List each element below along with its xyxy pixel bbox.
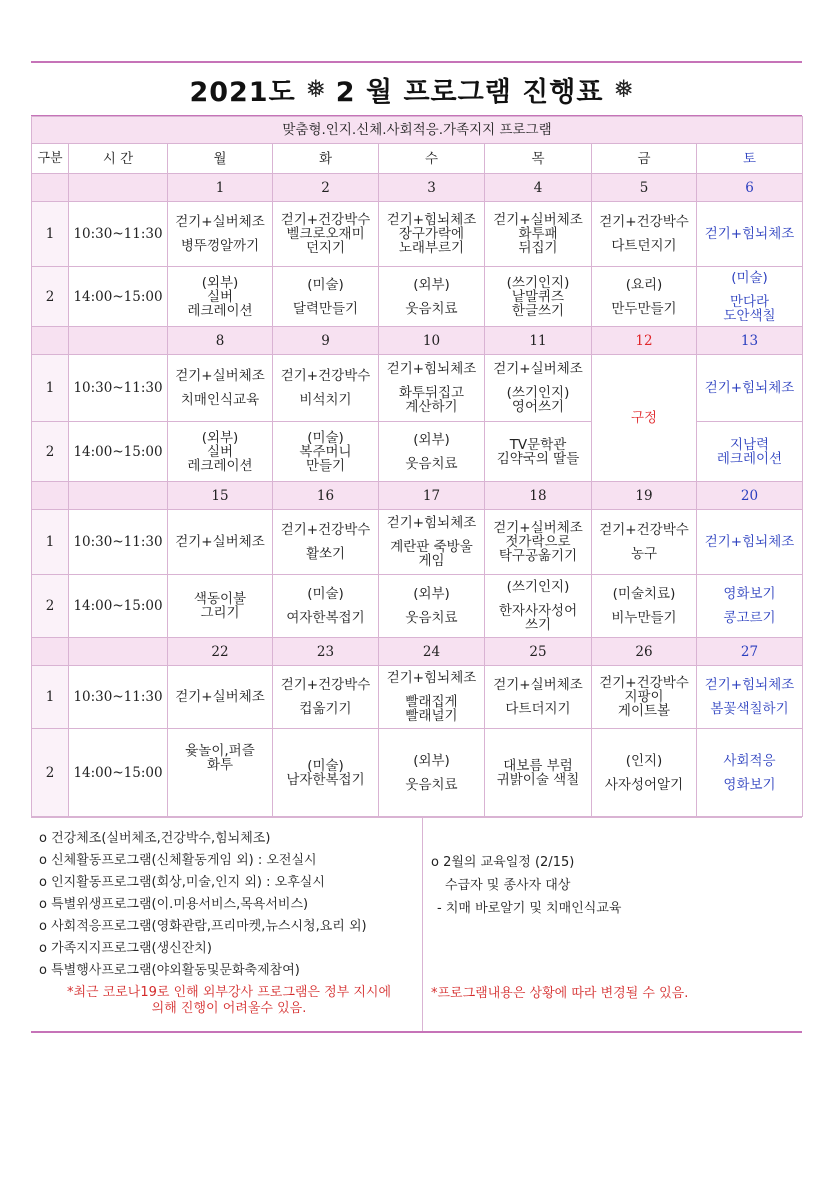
header-gubun: 구분: [32, 144, 69, 174]
program-cell: [273, 202, 379, 267]
program-cell: [485, 666, 592, 729]
program-cell: [697, 666, 803, 729]
date-cell: 9: [273, 327, 379, 355]
period-time: 10:30~11:30: [69, 202, 168, 267]
date-cell: 15: [168, 482, 273, 510]
note-item: o 특별위생프로그램(이.미용서비스,목욕서비스): [39, 897, 309, 912]
header-mon: 월: [168, 144, 273, 174]
cell-line: 컵옮기기: [299, 701, 352, 717]
cell-line: (외부): [201, 274, 239, 291]
cell-line: [381, 447, 482, 457]
cell-line: 영화보기: [723, 776, 776, 793]
date-cell: 2: [273, 174, 379, 202]
cell-line: 벨크로오재미: [286, 226, 365, 242]
date-blank: [32, 638, 69, 666]
cell-line: (외부): [413, 586, 450, 602]
date-cell: 10: [379, 327, 485, 355]
program-cell: [592, 267, 697, 327]
program-cell: [273, 575, 379, 638]
holiday-cell: [592, 355, 697, 482]
note-item: o 신체활동프로그램(신체활동게임 외) : 오전실시: [39, 853, 317, 868]
cell-line: 걷기+건강박수: [599, 522, 689, 538]
cell-line: 걷기+실버체조: [493, 520, 583, 536]
cell-line: (미술): [307, 276, 344, 293]
header-wed: 수: [379, 144, 485, 174]
date-blank: [32, 327, 69, 355]
program-cell: [697, 575, 803, 638]
cell-line: 걷기+실버체조: [175, 368, 265, 384]
date-cell: 1: [168, 174, 273, 202]
date-blank: [69, 174, 168, 202]
cell-line: 농구: [630, 546, 658, 562]
date-blank: [69, 638, 168, 666]
cell-line: (미술): [731, 269, 768, 286]
program-cell: [592, 729, 697, 817]
cell-line: 화투뒤집고: [398, 385, 465, 401]
cell-line: 웃음치료: [405, 610, 458, 626]
note-item: o 가족지지프로그램(생신잔치): [39, 941, 212, 956]
program-cell: [379, 422, 485, 482]
cell-line: 영화보기: [723, 586, 776, 602]
program-cell: [592, 666, 697, 729]
period-number: 1: [32, 202, 69, 267]
cell-line: 레크레이션: [716, 450, 783, 467]
notes-divider: [422, 818, 423, 1031]
notes-right: [431, 851, 791, 920]
program-subtitle: 맞춤형.인지.신체.사회적응.가족지지 프로그램: [32, 117, 803, 144]
date-cell: 3: [379, 174, 485, 202]
program-cell: [697, 422, 803, 482]
cell-line: 걷기+힘뇌체조: [386, 670, 477, 686]
cell-line: 뒤집기: [518, 240, 558, 256]
program-cell: [273, 422, 379, 482]
cell-line: 걷기+실버체조: [175, 214, 265, 230]
education-target: 수급자 및 종사자 대상: [445, 878, 571, 893]
cell-line: 실버: [206, 288, 234, 305]
period-time: 14:00~15:00: [69, 422, 168, 482]
cell-line: 게이트볼: [617, 703, 671, 719]
cell-line: 만다라: [729, 293, 770, 310]
cell-line: [699, 285, 800, 295]
date-cell: 26: [592, 638, 697, 666]
header-thu: 목: [485, 144, 592, 174]
cell-line: 화투패: [518, 226, 558, 242]
cell-line: 걷기+건강박수: [599, 214, 689, 230]
header-fri: 금: [592, 144, 697, 174]
cell-line: 걷기+실버체조: [493, 212, 583, 228]
cell-line: 빨래집게: [405, 694, 458, 710]
cell-line: [170, 782, 270, 792]
period-time: 10:30~11:30: [69, 666, 168, 729]
cell-line: 계란판 죽방울: [390, 539, 473, 555]
cell-line: 복주머니: [299, 443, 352, 460]
snowflake-icon: ❅: [613, 75, 634, 103]
covid-warning: *최근 코로나19로 인해 외부강사 프로그램은 정부 지시에 의해 진행이 어려울수 있음.: [66, 985, 392, 1016]
cell-line: 레크레이션: [187, 302, 253, 319]
period-time: 14:00~15:00: [69, 267, 168, 327]
program-cell: [273, 666, 379, 729]
date-cell: 16: [273, 482, 379, 510]
date-cell: 4: [485, 174, 592, 202]
cell-line: [170, 792, 270, 802]
cell-line: 활쏘기: [305, 546, 346, 562]
cell-line: (미술): [307, 586, 344, 602]
period-time: 14:00~15:00: [69, 575, 168, 638]
cell-line: 걷기+힘뇌체조: [704, 380, 795, 396]
cell-line: [381, 768, 482, 778]
cell-line: 걷기+실버체조: [493, 677, 583, 693]
program-cell: [485, 355, 592, 422]
date-cell: 23: [273, 638, 379, 666]
program-cell: [168, 422, 273, 482]
cell-line: 걷기+힘뇌체조: [386, 361, 477, 377]
program-cell: [168, 510, 273, 575]
cell-line: 사자성어알기: [604, 776, 684, 793]
cell-line: 레크레이션: [187, 457, 253, 474]
cell-line: 대보름 부럼: [503, 757, 573, 774]
cell-line: 걷기+힘뇌체조: [386, 515, 477, 531]
change-warning: *프로그램내용은 상황에 따라 변경될 수 있음.: [431, 986, 689, 1001]
date-blank: [69, 482, 168, 510]
cell-line: 치매인식교육: [180, 392, 260, 408]
period-time: 10:30~11:30: [69, 355, 168, 422]
cell-line: 탁구공옮기기: [498, 548, 578, 564]
date-cell: 18: [485, 482, 592, 510]
notes-section: [31, 817, 802, 1033]
cell-line: 걷기+힘뇌체조: [386, 212, 477, 228]
date-cell: 27: [697, 638, 803, 666]
cell-line: 장구가락에: [398, 226, 465, 242]
program-cell: [697, 355, 803, 422]
program-cell: [592, 202, 697, 267]
program-cell: [697, 267, 803, 327]
cell-line: 쓰기: [524, 617, 552, 633]
program-cell: [379, 729, 485, 817]
cell-line: (외부): [413, 276, 450, 293]
cell-line: 걷기+힘뇌체조: [704, 226, 795, 242]
program-cell: [485, 202, 592, 267]
period-number: 2: [32, 267, 69, 327]
cell-line: 웃음치료: [405, 776, 458, 793]
period-number: 1: [32, 666, 69, 729]
cell-line: (쓰기인지): [506, 274, 570, 291]
date-cell: 5: [592, 174, 697, 202]
cell-line: 걷기+건강박수: [280, 522, 371, 538]
cell-line: 실버: [206, 443, 234, 460]
note-item: o 인지활동프로그램(회상,미술,인지 외) : 오후실시: [39, 875, 325, 890]
cell-line: 만두만들기: [611, 300, 677, 317]
cell-line: 한자사자성어: [498, 603, 578, 619]
snowflake-icon: ❅: [305, 75, 326, 103]
cell-line: 다트던지기: [611, 238, 677, 254]
program-cell: [168, 202, 273, 267]
cell-line: 비석치기: [299, 392, 352, 408]
cell-line: 걷기+건강박수: [280, 677, 371, 693]
period-number: 1: [32, 510, 69, 575]
date-cell: 19: [592, 482, 697, 510]
cell-line: 달력만들기: [292, 300, 359, 317]
cell-line: 걷기+건강박수: [599, 675, 689, 691]
program-cell: [697, 202, 803, 267]
cell-line: (외부): [201, 429, 239, 446]
cell-line: 비누만들기: [611, 610, 677, 626]
cell-line: 사회적응: [723, 752, 776, 769]
date-cell: 13: [697, 327, 803, 355]
program-cell: [273, 510, 379, 575]
cell-line: 지팡이: [624, 689, 664, 705]
cell-line: 걷기+힘뇌체조: [704, 677, 795, 693]
cell-line: 한글쓰기: [511, 302, 565, 319]
cell-line: 영어쓰기: [511, 399, 565, 415]
program-cell: [379, 510, 485, 575]
note-item: o 특별행사프로그램(야외활동및문화축제참여): [39, 963, 300, 978]
program-cell: [273, 729, 379, 817]
cell-line: 걷기+건강박수: [280, 212, 371, 228]
period-time: 10:30~11:30: [69, 510, 168, 575]
cell-line: 빨래널기: [405, 708, 458, 724]
education-schedule: o 2월의 교육일정 (2/15): [431, 855, 575, 870]
date-blank: [32, 482, 69, 510]
date-cell: 24: [379, 638, 485, 666]
date-blank: [32, 174, 69, 202]
cell-line: 윷놀이,퍼즐: [185, 742, 255, 759]
date-cell: 22: [168, 638, 273, 666]
date-cell: 25: [485, 638, 592, 666]
cell-line: 낱말퀴즈: [511, 288, 565, 305]
program-cell: [379, 202, 485, 267]
cell-line: 김약국의 딸들: [496, 450, 580, 467]
cell-line: 남자한복접기: [286, 771, 365, 788]
cell-line: (인지): [625, 752, 663, 769]
cell-line: 구정: [630, 410, 658, 426]
header-sat: 토: [697, 144, 803, 174]
notes-left: [39, 828, 419, 1017]
cell-line: 색동이불: [193, 591, 247, 607]
program-cell: [273, 267, 379, 327]
date-blank: [69, 327, 168, 355]
program-cell: [485, 510, 592, 575]
date-cell: 8: [168, 327, 273, 355]
cell-line: (외부): [413, 752, 450, 769]
date-cell: 17: [379, 482, 485, 510]
cell-line: (쓰기인지): [506, 385, 570, 401]
period-number: 2: [32, 729, 69, 817]
cell-line: TV문학관: [509, 436, 567, 453]
program-cell: [168, 267, 273, 327]
title-month: 2 월 프로그램 진행표: [335, 76, 604, 108]
cell-line: 계산하기: [405, 399, 458, 415]
cell-line: (미술): [307, 757, 344, 774]
cell-line: 던지기: [305, 240, 346, 256]
header-tue: 화: [273, 144, 379, 174]
schedule-table: [31, 116, 803, 817]
program-cell: [379, 355, 485, 422]
cell-line: [275, 292, 376, 302]
cell-line: 만들기: [305, 457, 346, 474]
program-cell: [379, 666, 485, 729]
cell-line: 봄꽃색칠하기: [710, 701, 789, 717]
cell-line: 젓가락으로: [505, 534, 571, 550]
program-cell: [485, 267, 592, 327]
program-cell: [697, 729, 803, 817]
cell-line: 걷기+힘뇌체조: [704, 534, 795, 550]
program-cell: [168, 666, 273, 729]
cell-line: (미술): [307, 429, 344, 446]
cell-line: 여자한복접기: [286, 610, 365, 626]
cell-line: [594, 768, 694, 778]
note-item: o 건강체조(실버체조,건강박수,힘뇌체조): [39, 831, 271, 846]
cell-line: 걷기+실버체조: [175, 689, 265, 705]
cell-line: (요리): [625, 276, 663, 293]
cell-line: 노래부르기: [398, 240, 465, 256]
program-cell: [697, 510, 803, 575]
cell-line: (외부): [413, 431, 450, 448]
date-cell: 11: [485, 327, 592, 355]
program-cell: [273, 355, 379, 422]
cell-line: 웃음치료: [405, 455, 458, 472]
program-cell: [379, 575, 485, 638]
cell-line: 화투: [206, 756, 234, 773]
program-cell: [485, 422, 592, 482]
cell-line: 콩고르기: [723, 610, 776, 626]
cell-line: 웃음치료: [405, 300, 458, 317]
cell-line: [381, 292, 482, 302]
cell-line: 걷기+건강박수: [280, 368, 371, 384]
program-cell: [168, 729, 273, 817]
cell-line: 지남력: [729, 436, 770, 453]
cell-line: 걷기+실버체조: [493, 361, 583, 377]
program-cell: [168, 355, 273, 422]
program-cell: [485, 575, 592, 638]
date-cell: 6: [697, 174, 803, 202]
cell-line: 그리기: [200, 605, 240, 621]
program-cell: [379, 267, 485, 327]
period-number: 2: [32, 422, 69, 482]
cell-line: [699, 768, 800, 778]
cell-line: (쓰기인지): [506, 579, 570, 595]
program-cell: [592, 510, 697, 575]
program-cell: [485, 729, 592, 817]
program-cell: [592, 575, 697, 638]
header-time: 시 간: [69, 144, 168, 174]
note-item: o 사회적응프로그램(영화관람,프리마켓,뉴스시청,요리 외): [39, 919, 367, 934]
cell-line: 귀밝이술 색칠: [496, 771, 580, 788]
page-title: [31, 61, 802, 117]
cell-line: 걷기+실버체조: [175, 534, 265, 550]
period-number: 2: [32, 575, 69, 638]
cell-line: [170, 772, 270, 782]
cell-line: (미술치료): [612, 586, 676, 602]
cell-line: 도안색칠: [723, 307, 776, 324]
title-main: 2021도: [189, 76, 296, 108]
cell-line: 다트더지기: [505, 701, 571, 717]
period-number: 1: [32, 355, 69, 422]
cell-line: 병뚜껑알까기: [180, 238, 260, 254]
date-cell: 12: [592, 327, 697, 355]
period-time: 14:00~15:00: [69, 729, 168, 817]
cell-line: [594, 292, 694, 302]
cell-line: 게임: [418, 553, 445, 569]
date-cell: 20: [697, 482, 803, 510]
education-topic: - 치매 바로알기 및 치매인식교육: [437, 901, 622, 916]
program-cell: [168, 575, 273, 638]
